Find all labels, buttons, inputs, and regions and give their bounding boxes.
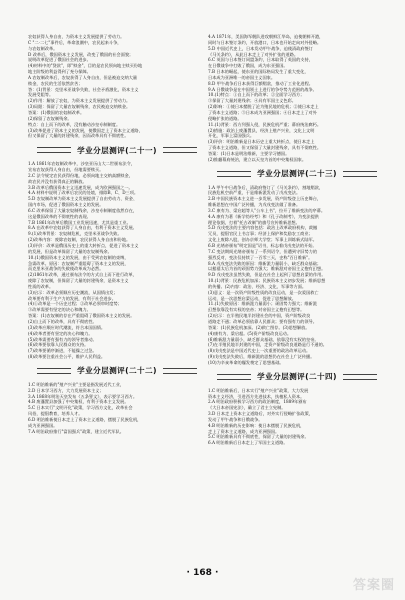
text-line: 这是俄国改革的不彻底性的表现。 [28,213,91,219]
text-line: 赎金，农民的生活依然贫苦； [28,80,83,86]
text-line: 4.B 废藩置县加强了中央集权，有利于资本主义发展。 [28,399,129,405]
text-line: 10.(1)特点：①自上而下的改革；②全面学习西方； [208,92,305,98]
text-line: 了资本主义道路；③日本成为亚洲强国；④日本走上了对外 [208,109,317,115]
text-line: 9.(1)改革背景：农奴制危机，克里米亚战争失败。 [28,231,122,237]
divider-ornament [217,171,251,177]
text-line: 8.D 甲午战争后日本获得巨额赔款，推动了工业化进程。 [208,80,313,86]
text-line: 答：(1)背景：克里米亚战争失败，社会矛盾激化，资本主义 [28,86,139,92]
text-line: 3.C 康有为、梁启超等人"公车上书"，拉开了维新变法的序幕。 [208,207,326,213]
text-line: 4.A 材料中说明了改革后农民的处境，排除B、C、D三项。 [28,190,139,196]
text-line: 资本主义经济，引进西方先进技术，扶植私人资本。 [208,393,305,399]
text-line: 农奴获得人身自由，为资本主义发展提供了劳动力。 [28,34,125,39]
text-line: 4.A 康有为著《新学伪经考》和《孔子改制考》，为变法提供 [208,213,319,219]
text-line: 以慈禧太后为首的顽固势力强大；维新派对帝国主义抱有幻想。 [208,266,326,272]
text-line: (3)意义：是一次资产阶级性质的改良运动，是一次爱国救亡 [208,289,319,295]
text-line: (4)①改革是一个历史过程；②改革必须审时度势； [28,301,122,307]
text-line: 3.B 改革后俄国资本主义迅速发展，成为欧洲强国之一。 [28,184,133,190]
text-line: 1.C 明治维新的"殖产兴业"主要是指发展近代工业， [28,381,125,387]
text-line: 7.B 1861年改革后俄国工业发展迅速，尤其是重工业。 [28,219,131,225]
text-line: (3)局限：保留了大量农奴制残余，农民被迫交纳赎金。 [28,104,131,110]
text-line: ③改革需要有坚定的决心和魄力。 [28,307,91,313]
text-line: (3)启示：改革必须顺应历史潮流，从国情出发； [28,289,118,295]
text-line: 5.D 中国近代史上，日本发动甲午战争，迫使清政府签订 [208,45,313,51]
text-line: (10)为辛亥革命的爆发奠定了思想基础。 [208,359,284,365]
divider-ornament [343,374,377,380]
text-line: 2.D 日本学习西方，大力发展资本主义； [28,387,104,393]
text-line: 7.A 明治政府推行"富国强兵"政策，建立近代军队。 [28,428,124,434]
text-line: 而克里米亚战争的失败使改革成为必然。 [28,266,104,272]
text-line: 答案：(1)民族危机加深。(2)救亡图存。(3)思想解放。 [208,324,310,330]
text-line: 地主阶级的利益得到了充分保障。 [28,69,91,75]
text-line: D 改革后，俄国资本主义发展，改变了俄国的社会面貌； [28,51,134,57]
text-line: (2)措施：政治上废藩置县，经济上殖产兴业，文化上文明 [208,127,315,133]
text-line: 风俗，提倡教育，培养人才。 [28,411,83,417]
text-line: 宣布农奴获得人身自由，份地需要赎买。 [28,167,104,173]
text-line: (3)改革促进了资本主义的发展，使俄国走上了资本主义道路， [28,127,143,133]
text-line: 维新思想在中国广泛传播，为戊戌变法做了准备。 [208,202,301,208]
divider-ornament [163,147,197,153]
text-line: (3)评价：明治维新是日本历史上重大转折点，使日本走上 [208,139,315,145]
text-line: (7)改革要循序渐进，不能操之过急。 [28,348,97,354]
text-line: (4)材料中的"贷款"，即"赎金"，目的是农民须向地主赎买份地 [28,63,143,69]
text-line: 8.A 在改革中农奴获得了人身自由，有利于资本主义发展。 [28,225,137,231]
text-line: 4.B 明治维新的历史影响：使日本摆脱了民族危机， [208,422,305,428]
text-line: 民族危机空前严重，于是维新派发动了戊戌变法。 [208,190,301,196]
left-top-block [28,34,206,139]
text-line: 的发展，但是改革保留了大量的农奴制残余。 [28,248,112,254]
right-mid-block [208,185,386,366]
text-line: (2)作用：解放了农奴，为资本主义发展提供了劳动力。 [28,98,131,104]
section-heading-23 [208,163,386,185]
left-bottom-block [28,382,206,435]
left-column [28,34,206,434]
text-line: 3.A 1868年明治天皇发布《五条誓文》，表示要学习西方。 [28,393,138,399]
text-line: (2)影响：①使日本摆脱了沦为殖民地的危机；②使日本走上 [208,104,319,110]
left-mid-block [28,161,206,360]
right-column [208,34,386,446]
text-line: 发展受阻等。 [28,92,54,98]
text-line: (6)维新派力量弱小，缺乏群众基础，依靠没有实权的皇帝。 [208,336,319,342]
text-line: 4.A 1871年，美国海军舰队进攻朝鲜江华岛，迫使朝鲜开港， [208,34,324,39]
text-line: 11.(1)背景：西方列强入侵，民族危机严重；幕府统治腐朽。 [208,121,322,127]
section-title: 学业分层测评(二十二) [77,366,157,376]
text-line: 发动了甲午战争和日俄战争。 [208,416,263,422]
text-line: 幻想依靠没有实权的皇帝；对帝国主义抱有幻想等。 [208,307,305,313]
text-line: 的传播。(2)内容：政治、经济、文化、军事等方面。 [208,283,307,289]
text-line: (2)1861年改革，通过颁布法令的方式自上而下进行改革， [28,272,137,278]
text-line: 同时与日本签订条约，开放港口，日本也开始走向对外侵略。 [208,39,322,45]
text-line: A 农奴制改革后，农奴获得了人身自由，但是被迫交纳大量 [28,74,138,80]
text-line: 说明改革促进了俄国社会的进步。 [28,57,91,63]
text-line: 答案：(1)日本是明治维新，主要学习德国。 [208,150,290,156]
text-line: (7)在半殖民地半封建的中国，走资产阶级改良道路是行不通的。 [208,342,327,348]
text-line: 5.C 明治维新具有不彻底性，保留了大量的封建残余。 [208,434,309,440]
text-line: 与农奴制改革。 [28,45,58,51]
text-line: 2.B 中国民族资本主义进一步发展，资产阶级登上历史舞台， [208,196,322,202]
text-line: 8.A 戊戌变法失败的原因：维新派力量弱小，缺乏群众基础； [208,260,322,266]
right-top-block [208,34,386,163]
text-line: 国内市场，促进了俄国资本主义的发展。 [28,202,104,208]
text-line: (2)推翻幕府统治，建立以天皇为首的中央集权国家。 [208,156,307,162]
text-line: 《马关条约》，从此日本走上了对外扩张的道路。 [208,51,299,57]
text-line: 6.D 明治维新使日本走上了资本主义道路，摆脱了民族危机， [28,416,142,422]
text-line: 1.C 明治维新后，日本实行"殖产兴业"政策，大力发展 [208,387,309,393]
text-line: 答案：(1)农奴制的存在严重阻碍了俄国资本主义的发展。 [28,313,135,319]
text-line: 了资本主义道路，但又保留了大量封建残余，具有不彻底性。 [208,145,322,151]
text-line: (5)改革需要有强有力的领导者推动。 [28,336,97,342]
text-line: 文化上废除八股，创办京师大学堂；军事上训练新式陆军。 [208,237,317,243]
divider-ornament [37,368,71,374]
text-line: 9.A 日俄战争是在中国领土上进行的争夺势力范围的战争。 [208,86,317,92]
text-line: 急需改革。原因：农奴制严重阻碍了资本主义的发展， [28,260,129,266]
text-line: 强烈反对，变法仅持续了一百零三天，史称"百日维新"。 [208,254,313,260]
text-line: 5.D 戊戌变法的主要内容包括：政治上改革政府机构，裁撤 [208,225,318,231]
page-number: · 168 · [186,568,219,578]
text-line: (2)改革内容：废除农奴制，农民获得人身自由和份地。 [28,237,131,243]
right-bottom-block [208,388,386,446]
text-line: (2)保留了农奴制残余。 [28,115,72,121]
section-title: 学业分层测评(二十一) [77,145,157,155]
text-line: 10.(1)背景：民族危机加深；民族资本主义初步发展；维新思想 [208,278,326,284]
section-heading-21 [28,139,206,161]
text-line: (4)康有为、梁启超。(5)资产阶级改良运动。 [208,330,292,336]
watermark-logo: 答案圈 [352,578,395,593]
text-line: 7.C 变法期间光绪帝颁布了一系列诏令，但遭到守旧势力的 [208,248,318,254]
text-line: 2.C 法令规定农民获得份地，必须向地主交纳高额赎金， [28,172,133,178]
text-line: 开化，军事上富国强兵。 [208,133,255,139]
text-line: 但又保留了大量的封建残余，因而改革具有不彻底性。 [28,133,129,139]
text-line: (8)改革要注重社会公平，维护人民利益。 [28,354,106,360]
text-line: 理论依据，打着"托古改制"的旗号宣传维新思想。 [208,219,300,225]
text-line: (3)评价：改革是俄国历史上的重大转折点，促进了资本主义 [28,243,139,248]
text-line: (3)改革应顺应时代潮流，符合本国国情。 [28,324,106,330]
text-line: 冗员，提倡官民上书言事；经济上保护和奖励农工商业； [208,231,313,237]
divider-ornament [163,368,197,374]
text-line: 侵略扩张的道路。 [208,115,242,121]
text-line: 改革要有利于生产力的发展，有利于社会进步。 [28,295,116,301]
text-line: 9.D 戊戌变法虽然失败，但是在社会上起到了思想启蒙的作用。 [208,272,326,278]
text-line: 7.B 日本的崛起，使东亚的国际格局发生了重大变化， [208,69,309,75]
text-line: 6.B 光绪帝颁布"明定国是"诏书，标志着戊戌变法的开始。 [208,243,317,248]
text-line: 6.C 英国与日本签订同盟条约，日本取得了英国的支持， [208,57,313,63]
text-line: (2)启示：在半殖民地半封建社会的中国，资产阶级改良 [208,313,311,319]
text-line: 在日俄战争中打败了俄国，成为东亚强国。 [208,63,288,69]
text-line: (8)戊戌变法是中国近代史上一次重要的政治改革运动。 [208,348,311,354]
text-line: 6.C 改革保留了大量农奴制残余，沙皇专制制度依然存在， [28,207,138,213]
text-line: 成为亚洲强国。 [28,422,58,428]
text-line: 5.D 农奴制改革为资本主义发展提供了自由劳动力、资金、 [28,196,138,202]
section-heading-24 [208,366,386,388]
text-line: 特点：自上而下的改革，没有触动沙皇专制制度。 [28,121,121,127]
text-line: 答案：(1)俄国的农奴制改革。 [28,109,85,115]
text-line: 1.A 1861年农奴制改革中，沙皇亚历山大二世颁布法令， [28,161,135,167]
text-line: 走上了资本主义道路，成为亚洲强国。 [208,428,280,434]
text-line: 性质的改革。 [28,283,54,289]
text-line: (6)改革要依靠人民群众的支持。 [28,342,89,348]
text-line: (9)戊戌变法失败后，维新派的思想仍在社会上广泛传播。 [208,354,315,360]
text-line: 11.(1)失败原因：维新派力量弱小；顽固势力强大；维新派 [208,301,317,307]
text-line: 废除了农奴制，但保留了大量的封建残余，是资本主义 [28,278,129,284]
text-line: 运动，是一次思想启蒙运动，促进了思想解放。 [208,295,296,301]
section-heading-22 [28,360,206,382]
text-line: 《大日本帝国宪法》，确立了君主立宪制。 [208,405,286,411]
section-title: 学业分层测评(二十三) [257,169,337,179]
divider-ornament [343,171,377,177]
text-line: 3.D 日本走上资本主义道路后，对外实行侵略扩张政策， [208,411,313,417]
text-line: (2)自上而下的改革，具有不彻底性。 [28,318,97,324]
text-line: 10.(1)俄国资本主义的发展，由于受到农奴制的束缚， [28,254,129,260]
section-title: 学业分层测评(二十四) [257,372,337,382]
text-line: ③保留了大量封建残余；④具有军国主义色彩。 [208,98,296,104]
text-line: 日本成为亚洲唯一的帝国主义国家。 [208,74,276,80]
text-line: 6.A 明治维新后日本走上了军国主义道路。 [208,440,288,446]
text-line: 1.A 甲午中日战争后，清政府签订了《马关条约》，割地赔款， [208,184,324,190]
text-line: 5.C 日本实行"文明开化"政策，学习西方文化，改革社会 [28,405,133,411]
text-line: 2.A 明治政府积极学习西方的政治制度，1889年颁布 [208,399,307,405]
text-line: (4)改革者要有坚定的决心和魄力。 [28,330,93,336]
text-line: 故农民并没有获得真正的解放。 [28,178,87,184]
text-line: 道路走不通；改革必须依靠人民群众；要有强有力的领导。 [208,318,317,324]
divider-ornament [217,374,251,380]
text-line: C "二·二七"事件后，革命浪潮中，农民起来斗争， [28,39,122,45]
divider-ornament [37,147,71,153]
